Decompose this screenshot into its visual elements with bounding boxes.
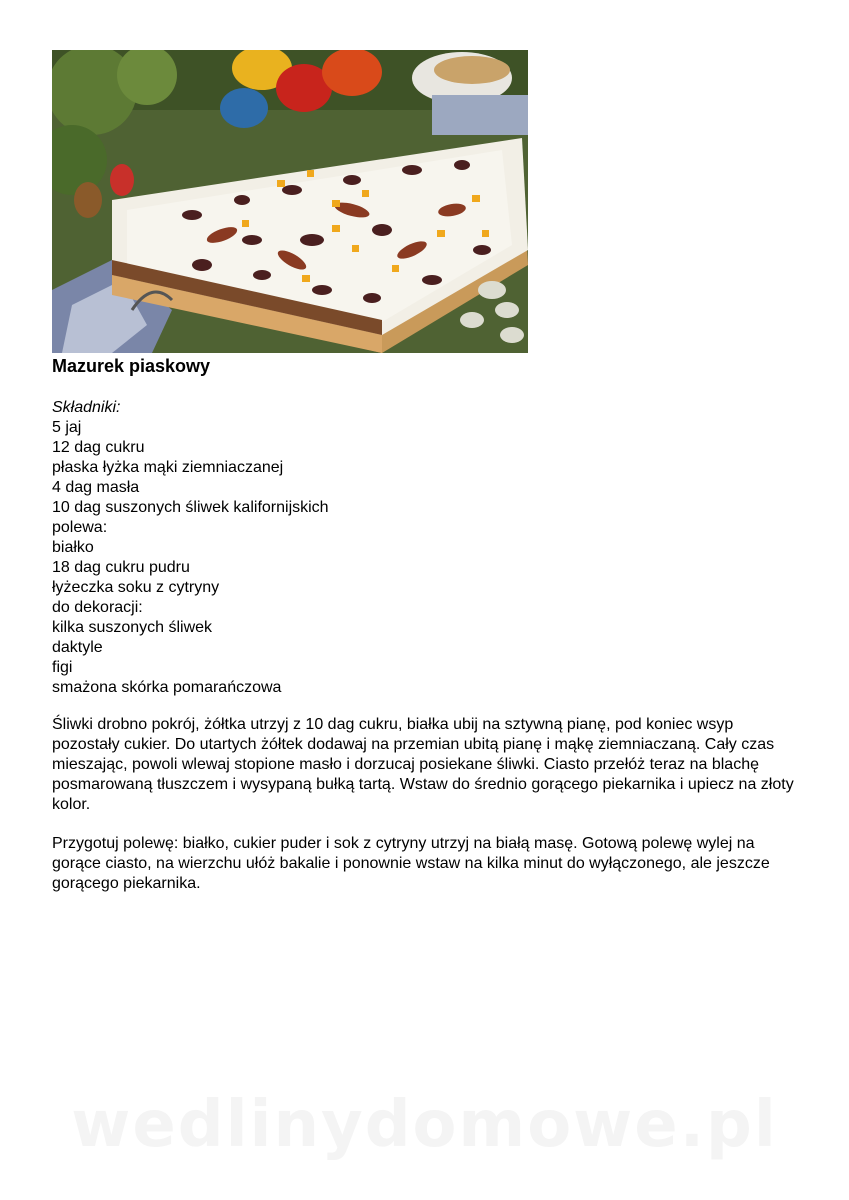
- recipe-title: Mazurek piaskowy: [52, 356, 211, 376]
- ingredients-list: [52, 398, 329, 698]
- ingredient-item: 5 jaj: [52, 419, 82, 436]
- ingredient-item: 18 dag cukru pudru: [52, 559, 190, 576]
- ingredient-section-label: do dekoracji:: [52, 599, 143, 616]
- ingredient-item: daktyle: [52, 639, 103, 656]
- ingredient-item: figi: [52, 659, 73, 676]
- ingredient-item: białko: [52, 539, 94, 556]
- ingredient-section-label: polewa:: [52, 519, 108, 536]
- ingredient-item: 10 dag suszonych śliwek kalifornijskich: [52, 499, 329, 516]
- ingredient-item: płaska łyżka mąki ziemniaczanej: [52, 459, 284, 476]
- ingredient-item: smażona skórka pomarańczowa: [52, 679, 282, 696]
- ingredient-item: łyżeczka soku z cytryny: [52, 579, 220, 596]
- instructions-paragraph: Przygotuj polewę: białko, cukier puder i sok z cytryny utrzyj na białą masę. Gotową polewę wylej na gorące ciasto, na wierzchu ułóż bakalie i ponownie wstaw na kilka minut do wyłączonego, ale jeszcze gorącego piekarnika.: [52, 835, 770, 892]
- ingredient-item: kilka suszonych śliwek: [52, 619, 213, 636]
- instructions-paragraph: Śliwki drobno pokrój, żółtka utrzyj z 10 dag cukru, białka ubij na sztywną pianę, pod koniec wsyp pozostały cukier. Do utartych żółtek dodawaj na przemian ubitą pianę i mąkę ziemniaczaną. Cały czas mieszając, powoli wlewaj stopione masło i dorzucaj posiekane śliwki. Ciasto przełóż teraz na blachę posmarowaną tłuszczem i wysypaną bułką tartą. Wstaw do średnio gorącego piekarnika i upiecz na złoty kolor.: [52, 716, 794, 813]
- ingredient-item: 12 dag cukru: [52, 439, 145, 456]
- watermark: wedlinydomowe.pl: [71, 1088, 778, 1162]
- ingredient-item: 4 dag masła: [52, 479, 140, 496]
- ingredients-label: Składniki:: [52, 399, 121, 416]
- recipe-photo: [52, 50, 528, 353]
